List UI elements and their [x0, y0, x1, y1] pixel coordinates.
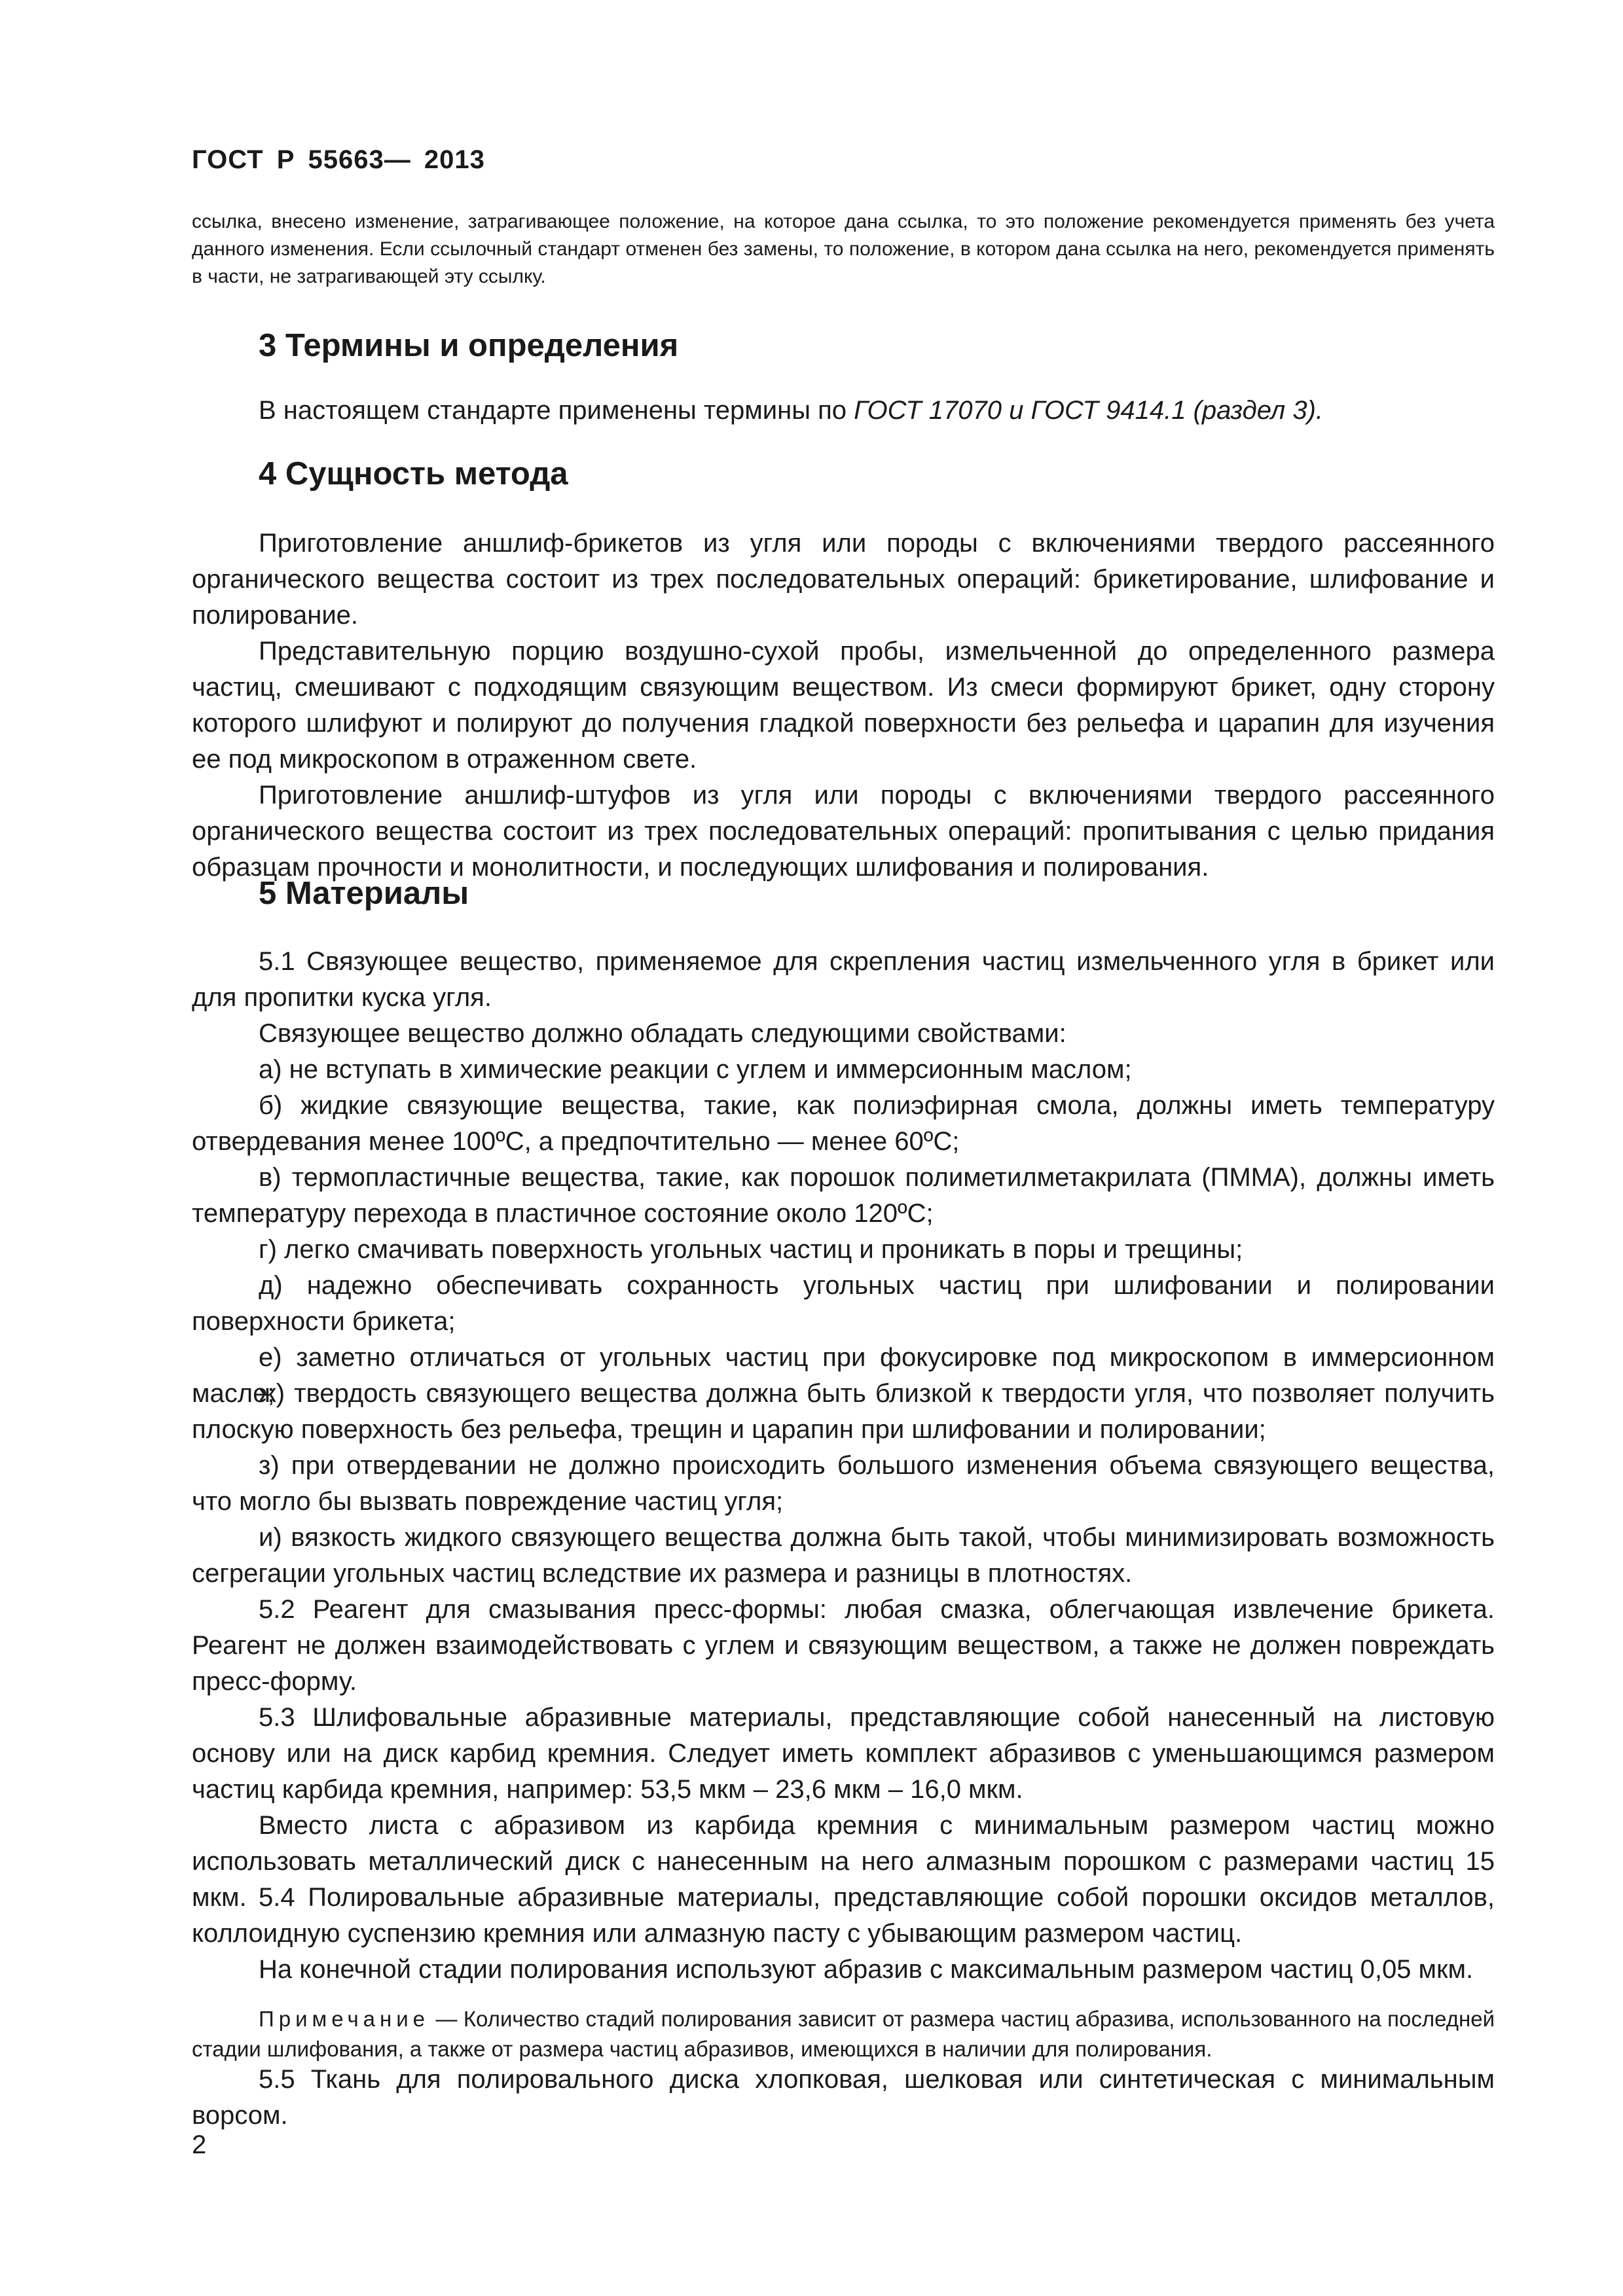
section-5-title: 5 Материалы — [259, 876, 469, 911]
clause-5-1-item-a: а) не вступать в химические реакции с углем и иммерсионным маслом; — [259, 1055, 1132, 1084]
clause-5-1-item-zh: ж) твердость связующего вещества должна быть близкой к твердости угля, что позволяет получить плоскую поверхность без рельефа, трещин и царапин при шлифовании и полировании; — [192, 1379, 1495, 1444]
section-4-title: 4 Сущность метода — [259, 456, 568, 492]
page-number: 2 — [192, 2130, 207, 2159]
clause-5-1-item-e: е) заметно отличаться от угольных частиц при фокусировке под микроскопом в иммерсионном масле; — [192, 1343, 1495, 1408]
clause-5-1-item-z: з) при отвердевании не должно происходить большого изменения объема связующего вещества, что могло бы вызвать повреждение частиц угля; — [192, 1451, 1495, 1516]
section-4-paragraph-1: Приготовление аншлиф-брикетов из угля или породы с включениями твердого рассеянного органического вещества состоит из трех последовательных операций: брикетирование, шлифование и полирование. — [192, 529, 1495, 630]
clause-5-1-item-g: г) легко смачивать поверхность угольных частиц и проникать в поры и трещины; — [259, 1235, 1243, 1264]
intro-paragraph: ссылка, внесено изменение, затрагивающее положение, на которое дана ссылка, то это положение рекомендуется применять без учета данного изменения. Если ссылочный стандарт отменен без замены, то положение, в котором дана ссылка на него, рекомендуется применять в части, не затрагивающей эту ссылку. — [192, 211, 1495, 287]
section-3-ref: ГОСТ 17070 и ГОСТ 9414.1 (раздел 3). — [854, 396, 1324, 425]
clause-5-1-item-b: б) жидкие связующие вещества, такие, как полиэфирная смола, должны иметь температуру отвердевания менее 100ºС, а предпочтительно — менее 60ºС; — [192, 1091, 1495, 1156]
clause-5-1: 5.1 Связующее вещество, применяемое для скрепления частиц измельченного угля в брикет или для пропитки куска угля. — [192, 947, 1495, 1012]
section-3-text — [192, 393, 1495, 429]
clause-5-4-final: На конечной стадии полирования используют абразив с максимальным размером частиц 0,05 мкм. — [259, 1955, 1474, 1984]
section-4-paragraph-2: Представительную порцию воздушно-сухой пробы, измельченной до определенного размера частиц, смешивают с подходящим связующим веществом. Из смеси формируют брикет, одну сторону которого шлифуют и полируют до получения гладкой поверхности без рельефа и царапин для изучения ее под микроскопом в отраженном свете. — [192, 637, 1495, 774]
clause-5-5: 5.5 Ткань для полировального диска хлопковая, шелковая или синтетическая с минимальным ворсом. — [192, 2065, 1495, 2130]
section-3-title: 3 Термины и определения — [259, 328, 679, 363]
clause-5-4: 5.4 Полировальные абразивные материалы, представляющие собой порошки оксидов металлов, коллоидную суспензию кремния или алмазную пасту с убывающим размером частиц. — [192, 1883, 1495, 1948]
clause-5-1-item-i: и) вязкость жидкого связующего вещества должна быть такой, чтобы минимизировать возможность сегрегации угольных частиц вследствие их размера и разницы в плотностях. — [192, 1523, 1495, 1588]
document-header: ГОСТ Р 55663— 2013 — [192, 145, 485, 174]
note-text: — Количество стадий полирования зависит от размера частиц абразива, использованного на последней стадии шлифования, а также от размера частиц абразивов, имеющихся в наличии для полирования. — [192, 2007, 1495, 2061]
section-4-paragraph-3: Приготовление аншлиф-штуфов из угля или породы с включениями твердого рассеянного органического вещества состоит из трех последовательных операций: пропитывания с целью придания образцам прочности и монолитности, и последующих шлифования и полирования. — [192, 781, 1495, 882]
clause-5-1-item-v: в) термопластичные вещества, такие, как порошок полиметилметакрилата (ПММА), должны иметь температуру перехода в пластичное состояние около 120ºС; — [192, 1163, 1495, 1228]
clause-5-2: 5.2 Реагент для смазывания пресс-формы: любая смазка, облегчающая извлечение брикета. Реагент не должен взаимодействовать с углем и связующим веществом, а также не должен повреждать пресс-форму. — [192, 1595, 1495, 1696]
clause-5-1-item-d: д) надежно обеспечивать сохранность угольных частиц при шлифовании и полировании поверхности брикета; — [192, 1271, 1495, 1336]
note-label: Примечание — [259, 2007, 430, 2031]
clause-5-1-props-intro: Связующее вещество должно обладать следующими свойствами: — [259, 1019, 1067, 1048]
note — [192, 2004, 1495, 2064]
clause-5-3: 5.3 Шлифовальные абразивные материалы, представляющие собой нанесенный на листовую основу или на диск карбид кремния. Следует иметь комплект абразивов с уменьшающимся размером частиц карбида кремния, например: 53,5 мкм – 23,6 мкм – 16,0 мкм. — [192, 1703, 1495, 1804]
section-3-text-prefix: В настоящем стандарте применены термины по — [259, 396, 854, 425]
clause-5-3-alt: Вместо листа с абразивом из карбида кремния с минимальным размером частиц можно использовать металлический диск с нанесенным на него алмазным порошком с размерами частиц 15 мкм. — [192, 1811, 1495, 1912]
